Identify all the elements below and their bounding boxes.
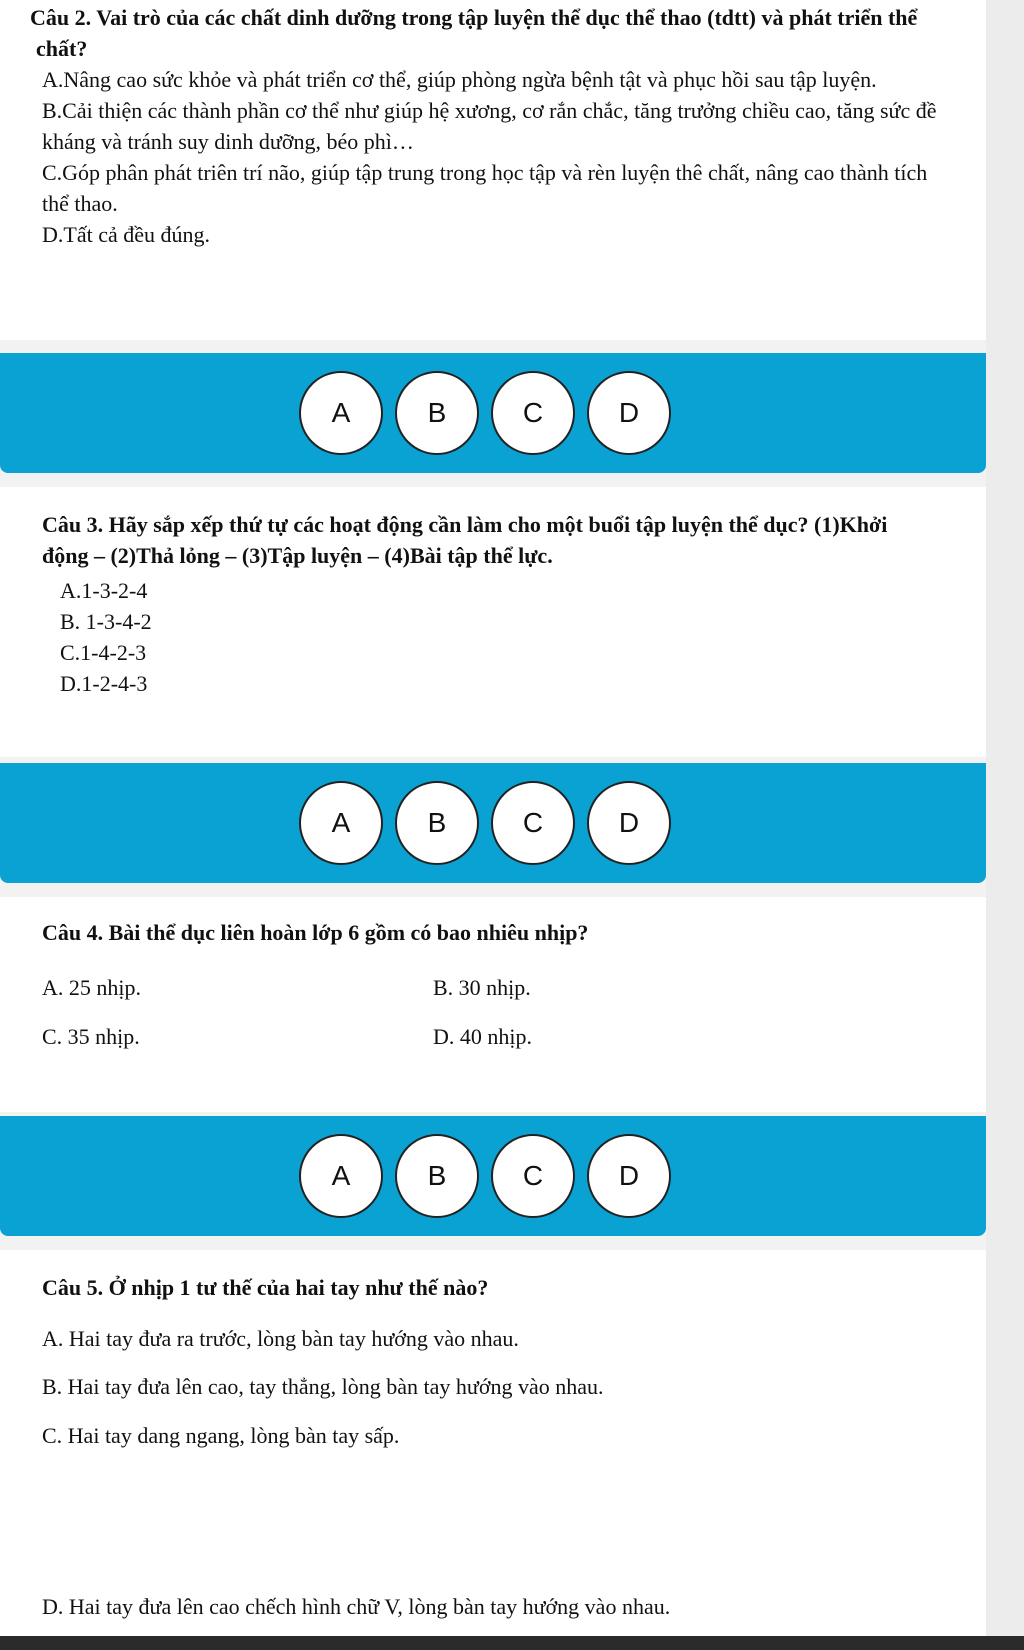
question-4-option-b: B. 30 nhịp. [433, 975, 531, 1000]
answer-d-button[interactable]: D [587, 371, 671, 455]
answer-d-button[interactable]: D [587, 781, 671, 865]
answer-d-button[interactable]: D [587, 1134, 671, 1218]
answer-c-button[interactable]: C [491, 781, 575, 865]
question-5-option-a: A. Hai tay đưa ra trước, lòng bàn tay hướng vào nhau. [42, 1326, 519, 1351]
question-2-option-c: C.Góp phân phát triên trí não, giúp tập trung trong học tập và rèn luyện thê chất, nâng cao thành tích thể thao. [42, 160, 928, 216]
page-edge [986, 0, 1024, 1650]
answer-c-button[interactable]: C [491, 371, 575, 455]
bottom-bar [0, 1636, 1024, 1650]
answer-bar-q4 [0, 1116, 986, 1236]
answer-bar-q3 [0, 763, 986, 883]
question-4-title: Câu 4. Bài thể dục liên hoàn lớp 6 gồm có bao nhiêu nhịp? [42, 920, 589, 945]
question-5-card [0, 1250, 986, 1636]
answer-bar-q2 [0, 353, 986, 473]
question-2-option-a: A.Nâng cao sức khỏe và phát triển cơ thể, giúp phòng ngừa bệnh tật và phục hồi sau tập luyện. [42, 67, 877, 92]
answer-b-button[interactable]: B [395, 781, 479, 865]
question-2-card [0, 0, 986, 340]
answer-a-button[interactable]: A [299, 1134, 383, 1218]
question-3-option-d: D.1-2-4-3 [60, 671, 148, 696]
answer-a-button[interactable]: A [299, 781, 383, 865]
question-5-option-d: D. Hai tay đưa lên cao chếch hình chữ V, lòng bàn tay hướng vào nhau. [42, 1594, 671, 1619]
question-4-option-c: C. 35 nhịp. [42, 1024, 140, 1049]
question-4-card [0, 897, 986, 1112]
question-5-title: Câu 5. Ở nhịp 1 tư thế của hai tay như thế nào? [42, 1275, 489, 1300]
question-2-title: Câu 2. Vai trò của các chất dinh dưỡng trong tập luyện thể dục thể thao (tdtt) và phát triển thể chất? [30, 5, 918, 61]
question-3-card [0, 487, 986, 757]
answer-b-button[interactable]: B [395, 371, 479, 455]
question-3-option-a: A.1-3-2-4 [60, 578, 148, 603]
answer-b-button[interactable]: B [395, 1134, 479, 1218]
question-3-title: Câu 3. Hãy sắp xếp thứ tự các hoạt động cần làm cho một buổi tập luyện thể dục? (1)Khởi động – (2)Thả lỏng – (3)Tập luyện – (4)Bài tập thể lực. [42, 512, 888, 568]
answer-a-button[interactable]: A [299, 371, 383, 455]
question-5-option-c: C. Hai tay dang ngang, lòng bàn tay sấp. [42, 1423, 400, 1448]
question-4-option-d: D. 40 nhịp. [433, 1024, 532, 1049]
answer-c-button[interactable]: C [491, 1134, 575, 1218]
question-2-option-b: B.Cải thiện các thành phần cơ thể như giúp hệ xương, cơ rắn chắc, tăng trưởng chiều cao, tăng sức đề kháng và tránh suy dinh dưỡng, béo phì… [42, 98, 937, 154]
question-2-option-d: D.Tất cả đều đúng. [42, 222, 210, 247]
question-4-option-a: A. 25 nhịp. [42, 975, 141, 1000]
question-3-option-c: C.1-4-2-3 [60, 640, 147, 665]
question-5-option-b: B. Hai tay đưa lên cao, tay thẳng, lòng bàn tay hướng vào nhau. [42, 1374, 604, 1399]
question-3-option-b: B. 1-3-4-2 [60, 609, 152, 634]
